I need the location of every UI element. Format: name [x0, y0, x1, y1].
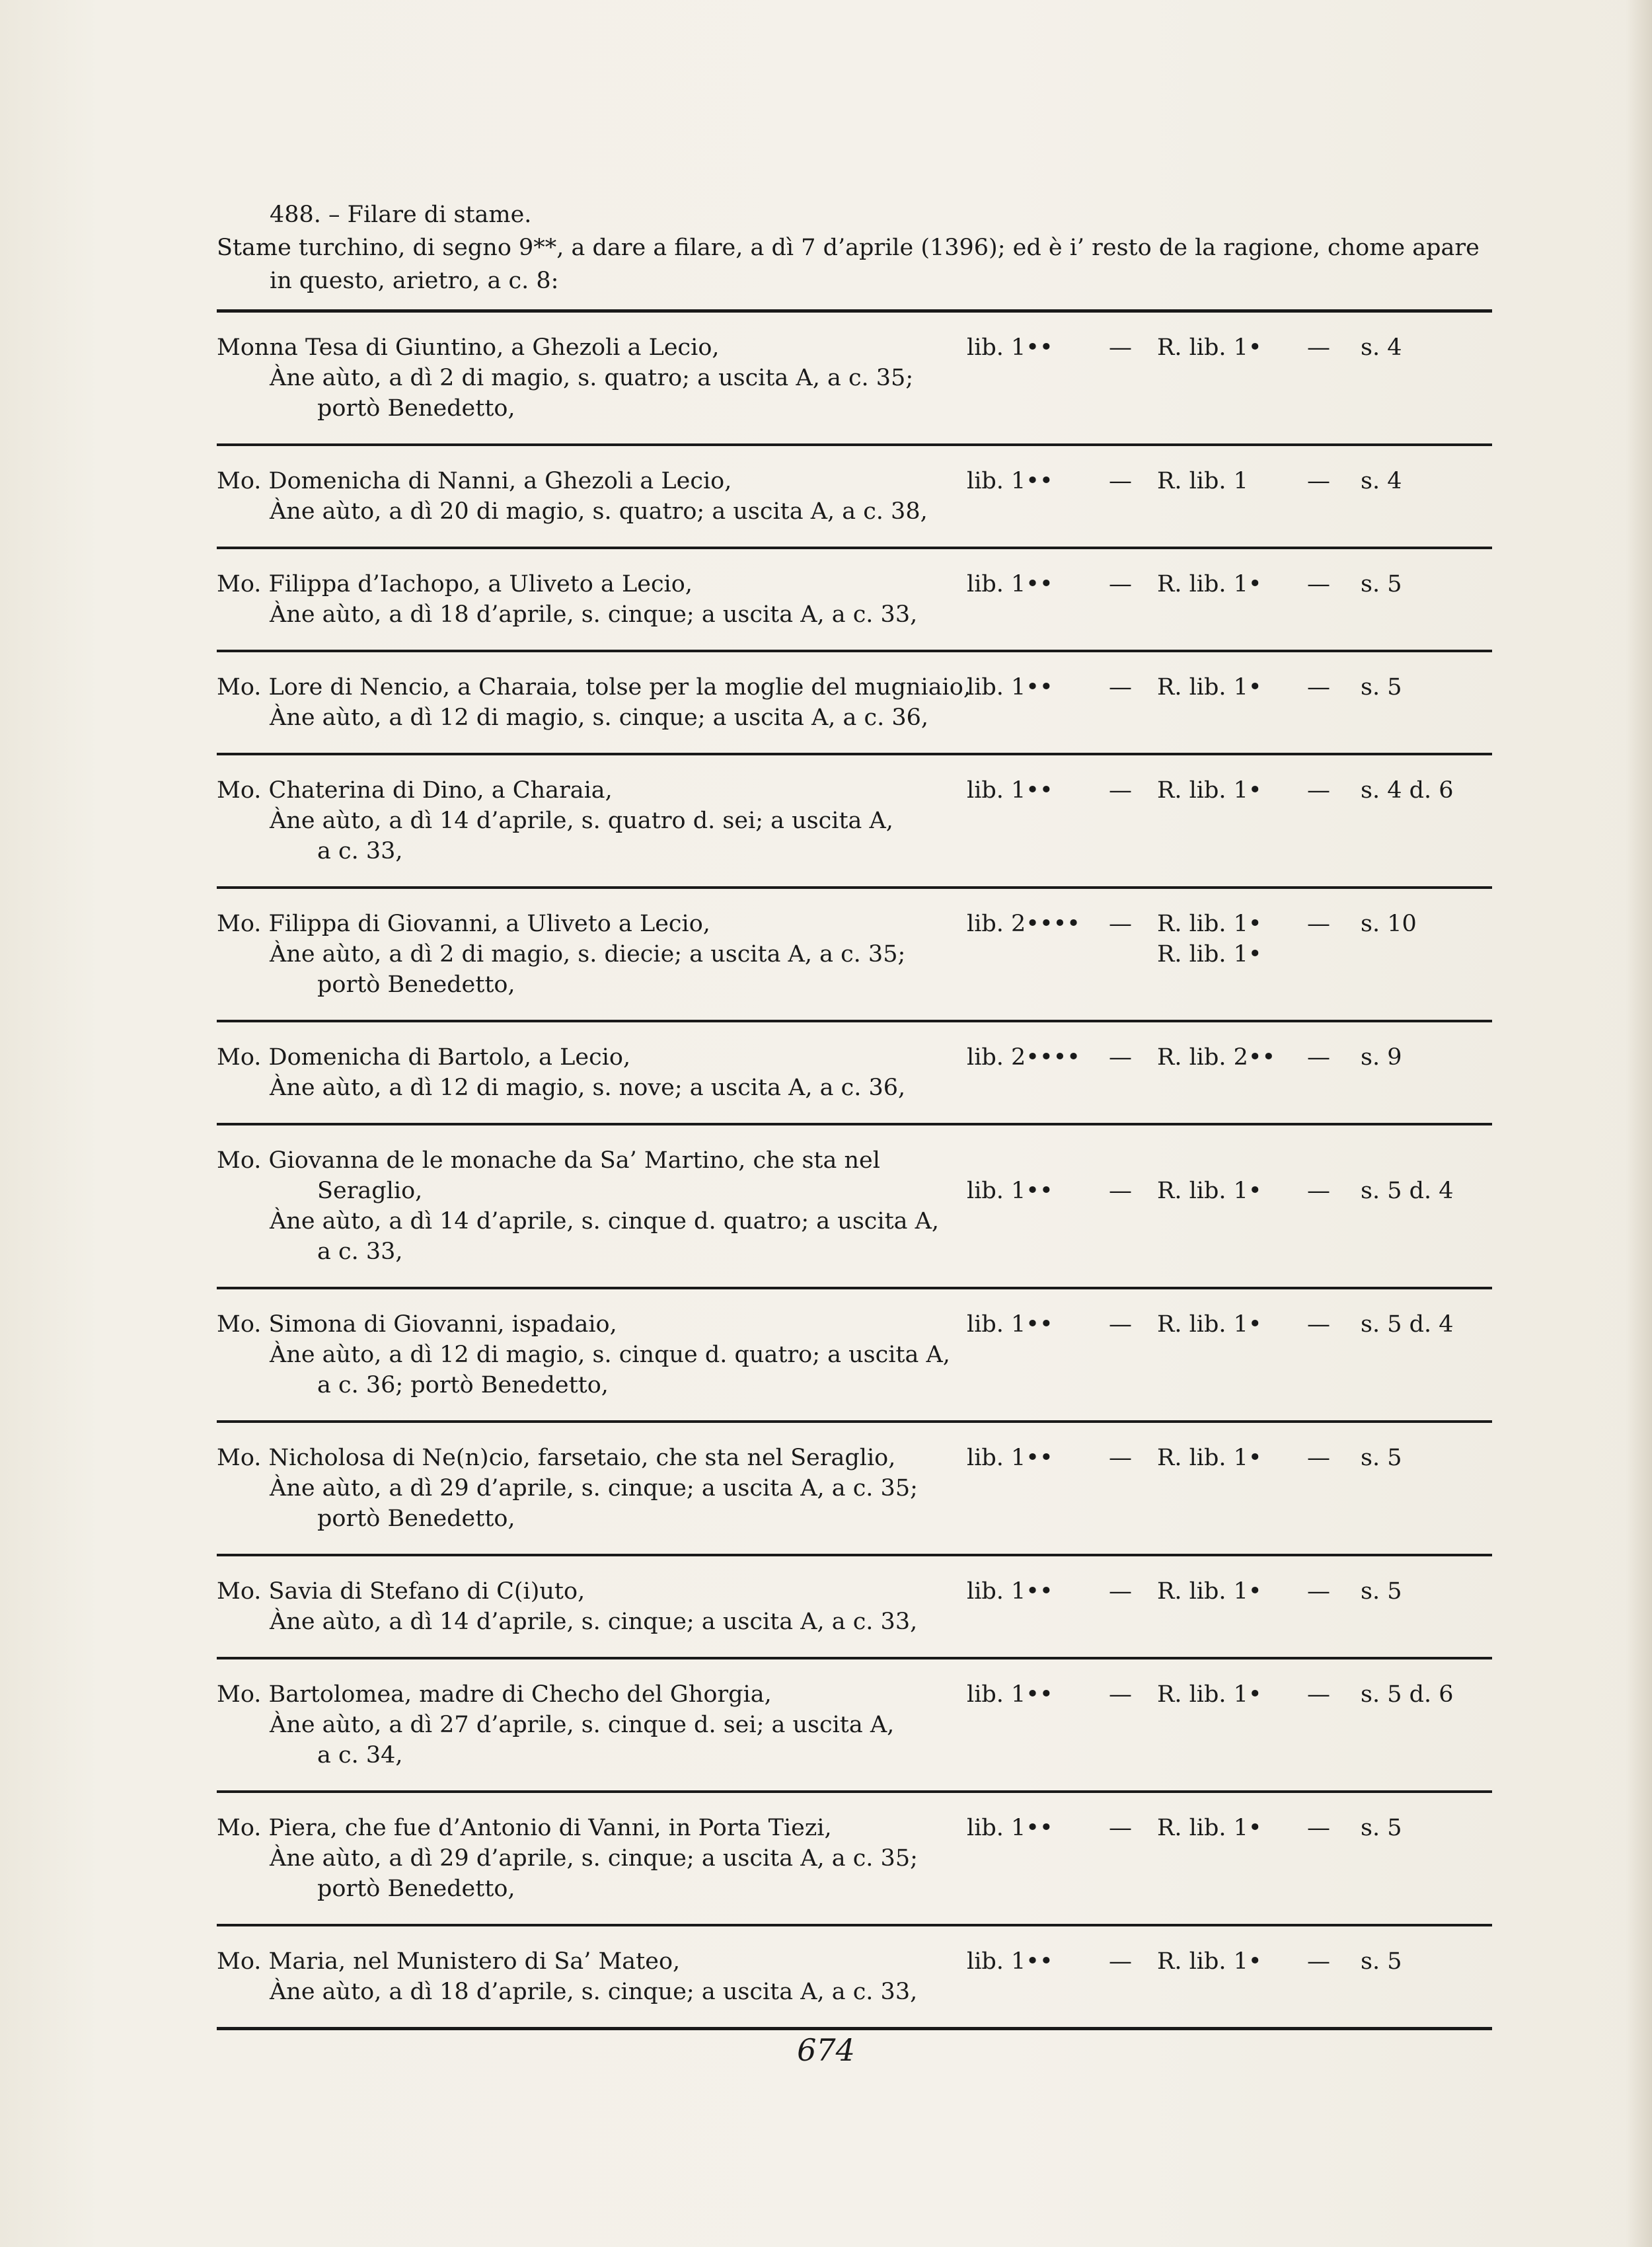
- amount-dash: —: [1307, 1044, 1330, 1071]
- amount-dash: —: [1307, 1815, 1330, 1841]
- entry-amount: [967, 907, 1495, 938]
- entry-detail: Àne aùto, a dì 2 di magio, s. quatro; a uscita A, a c. 35;: [270, 365, 914, 391]
- entry-line: [217, 968, 1492, 999]
- entry-line: [217, 671, 1492, 701]
- entry-line: [217, 1872, 1492, 1903]
- entry-amount: [967, 331, 1495, 362]
- ledger-entry: [217, 767, 1492, 874]
- amount-lib: lib. 1••: [967, 334, 1053, 361]
- entry-line: [217, 1174, 1492, 1205]
- entry-line: [217, 1441, 1492, 1472]
- amount-lib: lib. 1••: [967, 1178, 1053, 1204]
- entry-name: Mo. Domenicha di Nanni, a Ghezoli a Lecio,: [217, 468, 732, 494]
- amount-dash: —: [1307, 777, 1330, 804]
- entry-line: [217, 1235, 1492, 1266]
- amount-rest: R. lib. 1•: [1157, 674, 1262, 701]
- entry-divider: [217, 1924, 1492, 1926]
- entry-detail: Àne aùto, a dì 14 d’aprile, s. quatro d. sei; a uscita A,: [270, 808, 893, 834]
- amount-soldi: s. 5: [1361, 1445, 1402, 1471]
- amount-soldi: s. 10: [1361, 911, 1417, 937]
- amount-dash: —: [1109, 1178, 1132, 1204]
- intro-line-2: in questo, arietro, a c. 8:: [270, 268, 559, 294]
- page-spine-shadow: [1626, 0, 1652, 2247]
- amount-rest: R. lib. 1•: [1157, 1948, 1262, 1975]
- entry-line: [217, 1811, 1492, 1842]
- amount-soldi: s. 5 d. 4: [1361, 1311, 1454, 1338]
- entry-name: Mo. Chaterina di Dino, a Charaia,: [217, 777, 613, 804]
- entry-divider: [217, 443, 1492, 446]
- entry-name: Mo. Filippa d’Iachopo, a Uliveto a Lecio,: [217, 571, 693, 597]
- entry-divider: [217, 309, 1492, 313]
- ledger-entry: [217, 561, 1492, 638]
- entry-amount: [967, 1041, 1495, 1071]
- entry-detail: Seraglio,: [317, 1178, 423, 1204]
- entry-line: [217, 1502, 1492, 1533]
- entry-detail: a c. 34,: [317, 1742, 403, 1769]
- entry-amount: [967, 671, 1495, 701]
- intro-line-1: Stame turchino, di segno 9**, a dare a filare, a dì 7 d’aprile (1396); ed è i’ resto de la ragione, chome apare: [217, 235, 1480, 261]
- entry-name: Mo. Piera, che fue d’Antonio di Vanni, in Porta Tiezi,: [217, 1815, 832, 1841]
- entry-amount: [967, 1811, 1495, 1842]
- amount-dash: —: [1307, 571, 1330, 597]
- amount-dash: —: [1307, 1445, 1330, 1471]
- entry-name: Mo. Domenicha di Bartolo, a Lecio,: [217, 1044, 631, 1071]
- amount-soldi: s. 5: [1361, 674, 1402, 701]
- amount-soldi: s. 4: [1361, 468, 1402, 494]
- amount-dash: —: [1109, 674, 1132, 701]
- entry-amount: [967, 465, 1495, 495]
- entry-detail: Àne aùto, a dì 14 d’aprile, s. cinque d. quatro; a uscita A,: [270, 1208, 940, 1235]
- entry-amount-secondary: [967, 938, 1495, 968]
- entry-line: [217, 362, 1492, 392]
- amount-dash: —: [1307, 468, 1330, 494]
- amount-rest: R. lib. 1•: [1157, 1681, 1262, 1708]
- amount-dash: —: [1307, 1578, 1330, 1605]
- entry-name: Mo. Filippa di Giovanni, a Uliveto a Lecio,: [217, 911, 710, 937]
- amount-rest: R. lib. 1•: [1157, 1815, 1262, 1841]
- entry-detail: Àne aùto, a dì 18 d’aprile, s. cinque; a uscita A, a c. 33,: [270, 601, 918, 628]
- entry-line: [217, 1678, 1492, 1708]
- amount-dash: —: [1109, 1445, 1132, 1471]
- entry-detail: portò Benedetto,: [317, 971, 515, 998]
- amount-dash: —: [1109, 468, 1132, 494]
- amount-dash: —: [1109, 334, 1132, 361]
- amount-dash: —: [1109, 777, 1132, 804]
- entry-detail: portò Benedetto,: [317, 395, 515, 422]
- amount-soldi: s. 9: [1361, 1044, 1402, 1071]
- entry-divider: [217, 547, 1492, 549]
- entry-detail: Àne aùto, a dì 12 di magio, s. cinque d. quatro; a uscita A,: [270, 1342, 950, 1368]
- entry-line: [217, 701, 1492, 732]
- entry-line: [217, 938, 1492, 968]
- entry-name: Mo. Bartolomea, madre di Checho del Ghorgia,: [217, 1681, 772, 1708]
- entry-line: [217, 1338, 1492, 1369]
- amount-dash: —: [1307, 1948, 1330, 1975]
- entry-name: Mo. Lore di Nencio, a Charaia, tolse per la moglie del mugniaio,: [217, 674, 971, 701]
- entry-amount: [967, 1575, 1495, 1605]
- entry-amount: [967, 1678, 1495, 1708]
- entry-detail: a c. 33,: [317, 1238, 403, 1265]
- entry-line: [217, 1945, 1492, 1975]
- amount-dash: —: [1307, 911, 1330, 937]
- document-body: [217, 198, 1492, 2042]
- amount-lib: lib. 1••: [967, 571, 1053, 597]
- entry-divider: [217, 650, 1492, 652]
- entry-divider: [217, 1657, 1492, 1659]
- amount-dash: —: [1109, 1578, 1132, 1605]
- entry-line: [217, 495, 1492, 525]
- amount-rest: R. lib. 1•: [1157, 1178, 1262, 1204]
- entry-amount: [967, 1945, 1495, 1975]
- entry-divider: [217, 753, 1492, 755]
- amount-rest: R. lib. 1•: [1157, 1311, 1262, 1338]
- entry-line: [217, 804, 1492, 835]
- entry-name: Mo. Maria, nel Munistero di Sa’ Mateo,: [217, 1948, 681, 1975]
- entry-amount: [967, 774, 1495, 804]
- amount-dash: —: [1109, 1311, 1132, 1338]
- ledger-entry: [217, 664, 1492, 741]
- amount-lib: lib. 1••: [967, 1311, 1053, 1338]
- amount-dash: —: [1109, 1948, 1132, 1975]
- entry-line: [217, 1842, 1492, 1872]
- entry-name: Monna Tesa di Giuntino, a Ghezoli a Lecio,: [217, 334, 720, 361]
- amount-lib: lib. 1••: [967, 777, 1053, 804]
- amount-dash: —: [1109, 911, 1132, 937]
- amount-rest: R. lib. 1•: [1157, 334, 1262, 361]
- entry-line: [217, 1605, 1492, 1636]
- entry-divider: [217, 1790, 1492, 1793]
- amount-soldi: s. 4 d. 6: [1361, 777, 1454, 804]
- ledger-entry: [217, 1301, 1492, 1408]
- intro-paragraph: [217, 231, 1492, 297]
- entry-detail: Àne aùto, a dì 18 d’aprile, s. cinque; a uscita A, a c. 33,: [270, 1979, 918, 2005]
- entry-detail: Àne aùto, a dì 29 d’aprile, s. cinque; a uscita A, a c. 35;: [270, 1845, 918, 1872]
- ledger-entry: [217, 324, 1492, 432]
- amount-lib: lib. 1••: [967, 1445, 1053, 1471]
- entry-name: Mo. Giovanna de le monache da Sa’ Martino, che sta nel: [217, 1147, 880, 1174]
- entry-detail: a c. 33,: [317, 838, 403, 864]
- entry-line: [217, 1308, 1492, 1338]
- entry-detail: portò Benedetto,: [317, 1505, 515, 1532]
- amount-soldi: s. 5: [1361, 1578, 1402, 1605]
- amount-rest: R. lib. 1•: [1157, 941, 1262, 968]
- amount-rest: R. lib. 1•: [1157, 1445, 1262, 1471]
- entry-detail: Àne aùto, a dì 14 d’aprile, s. cinque; a uscita A, a c. 33,: [270, 1609, 918, 1635]
- amount-soldi: s. 5 d. 6: [1361, 1681, 1454, 1708]
- amount-dash: —: [1109, 1044, 1132, 1071]
- amount-soldi: s. 5: [1361, 571, 1402, 597]
- entry-name: Mo. Simona di Giovanni, ispadaio,: [217, 1311, 617, 1338]
- entry-line: [217, 331, 1492, 362]
- amount-dash: —: [1307, 1681, 1330, 1708]
- amount-lib: lib. 1••: [967, 1681, 1053, 1708]
- amount-dash: —: [1109, 1681, 1132, 1708]
- ledger-entry: [217, 458, 1492, 535]
- amount-dash: —: [1307, 1311, 1330, 1338]
- ledger-entry: [217, 901, 1492, 1008]
- amount-rest: R. lib. 1•: [1157, 777, 1262, 804]
- amount-lib: lib. 1••: [967, 1948, 1053, 1975]
- entry-line: [217, 392, 1492, 422]
- page-number: 674: [797, 2032, 855, 2068]
- amount-dash: —: [1109, 571, 1132, 597]
- entry-line: [217, 1205, 1492, 1235]
- ledger-entry: [217, 1137, 1492, 1275]
- entry-line: [217, 1041, 1492, 1071]
- entry-detail: Àne aùto, a dì 12 di magio, s. cinque; a uscita A, a c. 36,: [270, 705, 929, 731]
- entry-line: [217, 1144, 1492, 1174]
- entry-line: [217, 1739, 1492, 1769]
- entry-divider: [217, 886, 1492, 889]
- entry-name: Mo. Nicholosa di Ne(n)cio, farsetaio, che sta nel Seraglio,: [217, 1445, 896, 1471]
- entry-line: [217, 568, 1492, 598]
- entry-divider: [217, 1123, 1492, 1125]
- entry-divider: [217, 1420, 1492, 1423]
- amount-lib: lib. 1••: [967, 1578, 1053, 1605]
- entry-divider: [217, 1287, 1492, 1289]
- entry-line: [217, 1975, 1492, 2006]
- entry-amount: [967, 1441, 1495, 1472]
- amount-rest: R. lib. 1: [1157, 468, 1248, 494]
- entry-line: [217, 598, 1492, 628]
- amount-lib: lib. 1••: [967, 468, 1053, 494]
- ledger-entry: [217, 1435, 1492, 1542]
- amount-soldi: s. 4: [1361, 334, 1402, 361]
- amount-dash: —: [1307, 334, 1330, 361]
- entry-detail: Àne aùto, a dì 29 d’aprile, s. cinque; a uscita A, a c. 35;: [270, 1475, 918, 1502]
- amount-lib: lib. 1••: [967, 674, 1053, 701]
- amount-soldi: s. 5: [1361, 1948, 1402, 1975]
- entry-detail: Àne aùto, a dì 12 di magio, s. nove; a uscita A, a c. 36,: [270, 1075, 906, 1101]
- amount-dash: —: [1307, 674, 1330, 701]
- amount-lib: lib. 1••: [967, 1815, 1053, 1841]
- ledger-entry: [217, 1568, 1492, 1645]
- ledger-entry: [217, 1805, 1492, 1912]
- entry-line: [217, 907, 1492, 938]
- amount-rest: R. lib. 1•: [1157, 571, 1262, 597]
- entry-line: [217, 835, 1492, 865]
- entry-divider: [217, 1554, 1492, 1556]
- amount-soldi: s. 5: [1361, 1815, 1402, 1841]
- ledger-entry: [217, 1938, 1492, 2015]
- ledger-entry: [217, 1671, 1492, 1778]
- entry-detail: Àne aùto, a dì 2 di magio, s. diecie; a uscita A, a c. 35;: [270, 941, 906, 968]
- entry-line: [217, 1472, 1492, 1502]
- entry-line: [217, 1708, 1492, 1739]
- entry-detail: Àne aùto, a dì 20 di magio, s. quatro; a uscita A, a c. 38,: [270, 498, 928, 525]
- entry-detail: Àne aùto, a dì 27 d’aprile, s. cinque d. sei; a uscita A,: [270, 1712, 895, 1738]
- amount-rest: R. lib. 1•: [1157, 911, 1262, 937]
- entry-name: Mo. Savia di Stefano di C(i)uto,: [217, 1578, 585, 1605]
- entry-line: [217, 774, 1492, 804]
- entry-line: [217, 465, 1492, 495]
- amount-soldi: s. 5 d. 4: [1361, 1178, 1454, 1204]
- entry-detail: a c. 36; portò Benedetto,: [317, 1372, 609, 1398]
- entry-amount: [967, 1174, 1495, 1205]
- entries-list: [217, 309, 1492, 2030]
- entry-divider: [217, 2027, 1492, 2030]
- amount-lib: lib. 2••••: [967, 911, 1080, 937]
- entry-line: [217, 1369, 1492, 1399]
- ledger-entry: [217, 1034, 1492, 1111]
- entry-amount: [967, 1308, 1495, 1338]
- amount-rest: R. lib. 2••: [1157, 1044, 1276, 1071]
- amount-dash: —: [1109, 1815, 1132, 1841]
- section-heading: 488. – Filare di stame.: [270, 202, 532, 228]
- entry-line: [217, 1071, 1492, 1102]
- amount-dash: —: [1307, 1178, 1330, 1204]
- entry-detail: portò Benedetto,: [317, 1876, 515, 1902]
- entry-line: [217, 1575, 1492, 1605]
- amount-rest: R. lib. 1•: [1157, 1578, 1262, 1605]
- entry-divider: [217, 1020, 1492, 1022]
- amount-lib: lib. 2••••: [967, 1044, 1080, 1071]
- entry-amount: [967, 568, 1495, 598]
